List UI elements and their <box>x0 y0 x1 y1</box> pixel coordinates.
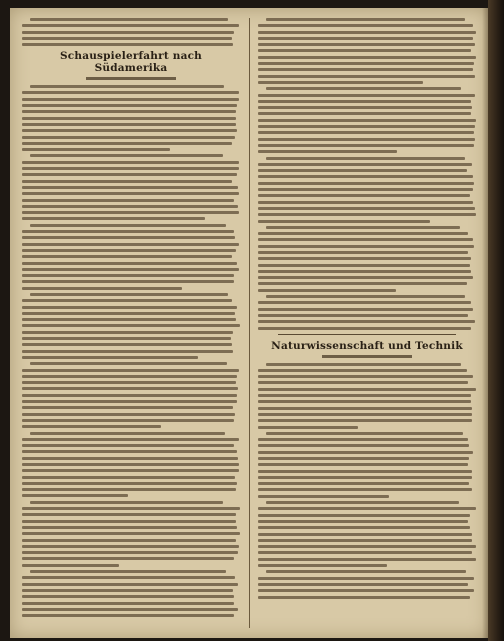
text-line <box>266 432 463 435</box>
text-line <box>258 49 471 52</box>
text-line <box>22 457 238 460</box>
text-line <box>22 136 235 139</box>
text-line <box>258 394 471 397</box>
text-line <box>258 94 475 97</box>
text-line <box>22 98 239 101</box>
text-line <box>30 293 228 296</box>
text-line <box>22 400 237 403</box>
text-line <box>266 363 461 366</box>
text-line <box>22 192 239 195</box>
text-line <box>30 570 226 573</box>
text-line <box>266 295 465 298</box>
text-line <box>22 482 237 485</box>
text-line <box>22 318 236 321</box>
text-line <box>22 381 236 384</box>
left-column <box>22 18 240 620</box>
text-line <box>22 444 234 447</box>
text-line <box>258 175 473 178</box>
text-line <box>22 274 234 277</box>
text-line <box>258 213 476 216</box>
text-line <box>258 539 472 542</box>
text-line <box>22 236 235 239</box>
text-line <box>258 163 472 166</box>
text-line <box>258 520 468 523</box>
text-line <box>22 287 182 290</box>
text-line <box>258 375 473 378</box>
text-line <box>258 463 468 466</box>
text-line <box>22 375 237 378</box>
text-line <box>22 104 237 107</box>
text-line <box>22 331 233 334</box>
text-line <box>22 243 239 246</box>
text-line <box>22 142 232 145</box>
text-line <box>30 362 227 365</box>
text-line <box>22 324 240 327</box>
text-line <box>258 444 469 447</box>
text-line <box>22 513 236 516</box>
text-line <box>258 131 474 134</box>
text-line <box>22 24 239 27</box>
section-divider <box>278 334 456 335</box>
text-line <box>22 614 234 617</box>
book-spine <box>488 0 504 641</box>
text-line <box>22 31 234 34</box>
text-line <box>258 470 472 473</box>
newspaper-page <box>10 8 488 638</box>
text-line <box>258 68 473 71</box>
text-line <box>258 289 396 292</box>
article-text-block <box>22 18 240 46</box>
text-line <box>22 394 237 397</box>
text-line <box>30 18 228 21</box>
text-line <box>258 388 476 391</box>
text-line <box>258 251 468 254</box>
text-line <box>266 570 466 573</box>
text-line <box>258 56 476 59</box>
article-heading: Naturwissenschaft und Technik <box>271 339 463 352</box>
text-line <box>22 173 237 176</box>
text-line <box>258 150 397 153</box>
text-line <box>258 270 471 273</box>
text-line <box>266 87 461 90</box>
text-line <box>22 299 232 302</box>
text-line <box>22 494 128 497</box>
text-line <box>22 180 232 183</box>
text-line <box>22 557 234 560</box>
text-line <box>22 205 238 208</box>
text-line <box>258 426 358 429</box>
text-line <box>22 387 238 390</box>
text-line <box>22 337 231 340</box>
text-line <box>22 211 239 214</box>
text-line <box>266 18 465 21</box>
text-line <box>258 81 423 84</box>
text-line <box>22 306 237 309</box>
text-line <box>22 167 239 170</box>
text-line <box>258 220 430 223</box>
text-line <box>30 85 224 88</box>
text-line <box>30 432 225 435</box>
text-line <box>258 327 471 330</box>
text-line <box>22 356 198 359</box>
text-line <box>22 595 234 598</box>
text-line <box>22 526 237 529</box>
text-line <box>22 199 234 202</box>
text-line <box>258 369 467 372</box>
text-line <box>258 451 473 454</box>
text-line <box>258 207 475 210</box>
text-line <box>22 369 239 372</box>
text-line <box>22 123 236 126</box>
right-column <box>258 18 476 602</box>
text-line <box>266 501 459 504</box>
text-line <box>22 255 232 258</box>
text-line <box>258 314 468 317</box>
text-line <box>258 264 470 267</box>
text-line <box>258 308 473 311</box>
text-line <box>266 157 465 160</box>
text-line <box>22 249 236 252</box>
text-line <box>258 577 474 580</box>
text-line <box>22 469 239 472</box>
text-line <box>258 37 473 40</box>
text-line <box>258 545 476 548</box>
text-line <box>22 520 236 523</box>
text-line <box>258 551 472 554</box>
text-line <box>22 161 239 164</box>
text-line <box>258 507 476 510</box>
text-line <box>258 119 476 122</box>
text-line <box>258 381 468 384</box>
text-line <box>258 583 468 586</box>
text-line <box>258 257 471 260</box>
text-line <box>22 438 239 441</box>
text-line <box>22 312 235 315</box>
text-line <box>258 596 470 599</box>
text-line <box>22 564 119 567</box>
text-line <box>22 551 238 554</box>
text-line <box>258 75 475 78</box>
text-line <box>258 144 474 147</box>
text-line <box>22 532 240 535</box>
text-line <box>258 558 476 561</box>
text-line <box>22 413 235 416</box>
text-line <box>258 533 472 536</box>
text-line <box>22 476 235 479</box>
text-line <box>258 482 469 485</box>
text-line <box>258 24 473 27</box>
text-line <box>22 280 234 283</box>
text-line <box>258 182 474 185</box>
text-line <box>22 110 236 113</box>
text-line <box>258 232 468 235</box>
text-line <box>22 583 238 586</box>
text-line <box>258 100 471 103</box>
text-line <box>258 413 472 416</box>
text-line <box>258 238 473 241</box>
text-line <box>258 188 473 191</box>
text-line <box>22 186 238 189</box>
text-line <box>258 419 472 422</box>
text-line <box>22 419 234 422</box>
text-line <box>258 31 476 34</box>
text-line <box>258 438 468 441</box>
text-line <box>22 350 233 353</box>
text-line <box>258 495 389 498</box>
text-line <box>258 106 472 109</box>
text-line <box>258 407 472 410</box>
text-line <box>22 602 234 605</box>
text-line <box>258 245 474 248</box>
text-line <box>30 154 223 157</box>
text-line <box>22 425 161 428</box>
text-line <box>266 226 460 229</box>
text-line <box>258 400 471 403</box>
text-line <box>22 217 205 220</box>
article-text-block <box>258 363 476 599</box>
text-line <box>258 125 475 128</box>
text-line <box>22 608 238 611</box>
text-line <box>258 169 467 172</box>
text-line <box>22 230 234 233</box>
text-line <box>258 514 470 517</box>
text-line <box>22 43 233 46</box>
text-line <box>258 112 471 115</box>
article-text-block <box>22 85 240 617</box>
text-line <box>22 488 236 491</box>
text-line <box>22 545 239 548</box>
column-divider <box>249 18 250 628</box>
text-line <box>22 129 237 132</box>
text-line <box>258 589 474 592</box>
byline <box>322 355 412 358</box>
text-line <box>22 268 239 271</box>
text-line <box>258 320 475 323</box>
text-line <box>258 301 471 304</box>
text-line <box>258 138 475 141</box>
article-text-block <box>258 18 476 330</box>
article-heading: Schauspielerfahrt nach Südamerika <box>59 50 203 75</box>
text-line <box>22 343 232 346</box>
text-line <box>258 201 473 204</box>
text-line <box>258 43 475 46</box>
text-line <box>258 526 470 529</box>
text-line <box>30 224 226 227</box>
byline <box>86 77 176 80</box>
text-line <box>258 488 472 491</box>
text-line <box>258 282 467 285</box>
text-line <box>22 507 240 510</box>
text-line <box>22 148 170 151</box>
text-line <box>258 564 387 567</box>
text-line <box>22 450 237 453</box>
text-line <box>22 576 235 579</box>
text-line <box>22 406 233 409</box>
text-line <box>30 501 223 504</box>
text-line <box>258 62 474 65</box>
text-line <box>258 194 470 197</box>
text-line <box>22 539 236 542</box>
text-line <box>22 91 239 94</box>
text-line <box>258 457 469 460</box>
text-line <box>22 117 236 120</box>
text-line <box>22 262 237 265</box>
text-line <box>22 589 233 592</box>
text-line <box>22 463 239 466</box>
text-line <box>258 276 473 279</box>
text-line <box>258 476 472 479</box>
text-line <box>22 37 232 40</box>
